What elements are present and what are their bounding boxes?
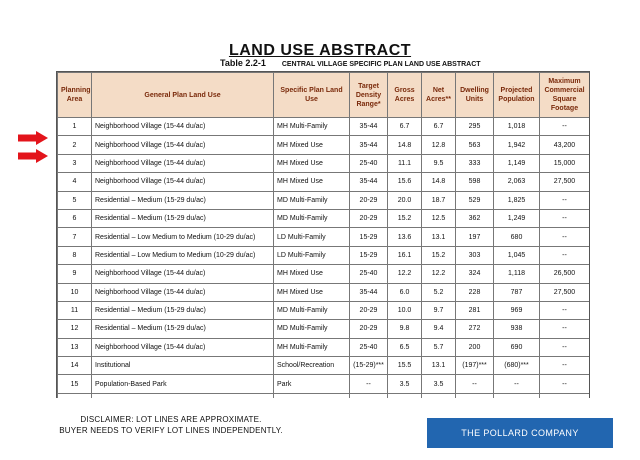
table-row	[58, 118, 590, 136]
table-cell	[58, 393, 92, 398]
table-header-row	[58, 73, 590, 118]
table-cell: MH Mixed Use	[274, 173, 350, 191]
table-cell: --	[494, 375, 540, 393]
column-header: Specific Plan Land Use	[274, 73, 350, 118]
table-cell: 27,500	[540, 283, 590, 301]
table-cell: 27,500	[540, 173, 590, 191]
table-cell: 25-40	[350, 338, 388, 356]
table-cell: 10	[58, 283, 92, 301]
table-cell: 11	[58, 301, 92, 319]
table-cell: 690	[494, 338, 540, 356]
table-cell: 9.7	[422, 301, 456, 319]
table-cell: 25-40	[350, 265, 388, 283]
table-cell: 12.2	[422, 265, 456, 283]
table-cell: Park	[274, 375, 350, 393]
column-header: General Plan Land Use	[92, 73, 274, 118]
column-header: Net Acres**	[422, 73, 456, 118]
table-cell: Neighborhood Village (15-44 du/ac)	[92, 338, 274, 356]
column-header: Maximum Commercial Square Footage	[540, 73, 590, 118]
table-cell: 12.2	[388, 265, 422, 283]
table-cell: --	[540, 209, 590, 227]
red-arrow-icon	[18, 149, 48, 163]
table-cell: (197)***	[456, 357, 494, 375]
table-cell: 35-44	[350, 118, 388, 136]
table-cell	[350, 393, 388, 398]
table-cell: 281	[456, 301, 494, 319]
table-cell: 272	[456, 320, 494, 338]
table-cell: --	[456, 375, 494, 393]
column-header: Planning Area	[58, 73, 92, 118]
table-caption	[220, 58, 481, 68]
table-cell: 14.8	[422, 173, 456, 191]
table-cell: 6.0	[388, 283, 422, 301]
table-cell: 9.5	[422, 154, 456, 172]
table-cell: 295	[456, 118, 494, 136]
table-cell: 1	[58, 118, 92, 136]
table-cell: 197	[456, 228, 494, 246]
table-cell: 228	[456, 283, 494, 301]
table-cell: 12	[58, 320, 92, 338]
table-cell: 1,118	[494, 265, 540, 283]
table-cell: LD Multi-Family	[274, 246, 350, 264]
table-cell: Residential – Medium (15-29 du/ac)	[92, 320, 274, 338]
table-cell: 15.6	[388, 173, 422, 191]
table-cell: MH Multi-Family	[274, 118, 350, 136]
table-cell: LD Multi-Family	[274, 228, 350, 246]
table-cell: 6.7	[388, 118, 422, 136]
table-cell: 14	[58, 357, 92, 375]
disclaimer-line: DISCLAIMER: LOT LINES ARE APPROXIMATE.	[80, 415, 262, 424]
table-cell: 362	[456, 209, 494, 227]
table-cell: 6.7	[422, 118, 456, 136]
table-cell: 15-29	[350, 246, 388, 264]
table-cell: Neighborhood Village (15-44 du/ac)	[92, 118, 274, 136]
table-cell: 598	[456, 173, 494, 191]
table-cell	[494, 393, 540, 398]
table-cell: 12.8	[422, 136, 456, 154]
table-cell: Neighborhood Village (15-44 du/ac)	[92, 265, 274, 283]
table-row	[58, 265, 590, 283]
table-row	[58, 173, 590, 191]
table-cell: 3	[58, 154, 92, 172]
table-cell: 26,500	[540, 265, 590, 283]
table-cell: 15,000	[540, 154, 590, 172]
table-cell: 5.2	[422, 283, 456, 301]
table-cell: --	[540, 357, 590, 375]
table-cell: 35-44	[350, 173, 388, 191]
table-cell	[456, 393, 494, 398]
table-cell: --	[540, 191, 590, 209]
table-cell: 5.7	[422, 338, 456, 356]
table-cell: 13	[58, 338, 92, 356]
table-cell: --	[540, 375, 590, 393]
table-cell: 35-44	[350, 283, 388, 301]
table-cell: 200	[456, 338, 494, 356]
table-cell: 9.8	[388, 320, 422, 338]
disclaimer	[40, 414, 302, 436]
table-number: Table 2.2-1	[220, 58, 266, 68]
table-cell: 13.1	[422, 228, 456, 246]
table-cell: Residential – Low Medium to Medium (10-29 du/ac)	[92, 246, 274, 264]
table-cell: 20-29	[350, 301, 388, 319]
column-header: Target Density Range*	[350, 73, 388, 118]
table-cell: 20-29	[350, 191, 388, 209]
table-cell: --	[540, 246, 590, 264]
table-cell: MD Multi-Family	[274, 301, 350, 319]
table-cell: --	[540, 320, 590, 338]
table-cell: 2	[58, 136, 92, 154]
table-cell: 9.4	[422, 320, 456, 338]
table-cell: (680)***	[494, 357, 540, 375]
table-cell: Institutional	[92, 357, 274, 375]
table-row	[58, 393, 590, 398]
table-row	[58, 209, 590, 227]
table-cell: Residential – Medium (15-29 du/ac)	[92, 191, 274, 209]
table-row	[58, 154, 590, 172]
table-cell: 15.2	[422, 246, 456, 264]
table-cell: 5	[58, 191, 92, 209]
table-cell: 4	[58, 173, 92, 191]
table-row	[58, 283, 590, 301]
table-cell: 20-29	[350, 320, 388, 338]
table-cell: 1,018	[494, 118, 540, 136]
table-cell: MH Multi-Family	[274, 338, 350, 356]
table-cell: 3.5	[422, 375, 456, 393]
table-cell: 303	[456, 246, 494, 264]
table-cell: 333	[456, 154, 494, 172]
table-cell: 10.0	[388, 301, 422, 319]
table-cell: 7	[58, 228, 92, 246]
table-cell: --	[350, 375, 388, 393]
page-title: LAND USE ABSTRACT	[228, 42, 412, 59]
land-use-table	[56, 71, 590, 398]
table-cell: MH Mixed Use	[274, 136, 350, 154]
table-cell	[92, 393, 274, 398]
table-cell: Residential – Medium (15-29 du/ac)	[92, 301, 274, 319]
table-cell: 13.1	[422, 357, 456, 375]
table-cell: 6	[58, 209, 92, 227]
table-cell: --	[540, 118, 590, 136]
table-row	[58, 338, 590, 356]
column-header: Dwelling Units	[456, 73, 494, 118]
table-cell: 20.0	[388, 191, 422, 209]
red-arrow-icon	[18, 131, 48, 145]
table-row	[58, 320, 590, 338]
table-cell: Residential – Low Medium to Medium (10-29 du/ac)	[92, 228, 274, 246]
table-row	[58, 301, 590, 319]
table-cell: Neighborhood Village (15-44 du/ac)	[92, 136, 274, 154]
table-cell: Neighborhood Village (15-44 du/ac)	[92, 283, 274, 301]
table-cell: 2,063	[494, 173, 540, 191]
table-cell: 15.5	[388, 357, 422, 375]
table-cell: 16.1	[388, 246, 422, 264]
table-cell: 14.8	[388, 136, 422, 154]
table-cell: 969	[494, 301, 540, 319]
table-row	[58, 228, 590, 246]
table-caption-text: CENTRAL VILLAGE SPECIFIC PLAN LAND USE ABSTRACT	[281, 61, 481, 68]
table-row	[58, 375, 590, 393]
table-cell: MH Mixed Use	[274, 265, 350, 283]
table-cell	[388, 393, 422, 398]
table-cell: 324	[456, 265, 494, 283]
table-cell	[540, 393, 590, 398]
table-cell: 6.5	[388, 338, 422, 356]
table-cell: 9	[58, 265, 92, 283]
table-row	[58, 357, 590, 375]
table-cell: School/Recreation	[274, 357, 350, 375]
table-cell: --	[540, 228, 590, 246]
table-cell: --	[540, 338, 590, 356]
table-cell: 787	[494, 283, 540, 301]
table-cell: 680	[494, 228, 540, 246]
table-cell: 15.2	[388, 209, 422, 227]
table-row	[58, 191, 590, 209]
table-cell: 8	[58, 246, 92, 264]
table-cell: 1,825	[494, 191, 540, 209]
table-row	[58, 246, 590, 264]
table-cell: 15-29	[350, 228, 388, 246]
table-cell: MD Multi-Family	[274, 320, 350, 338]
column-header: Gross Acres	[388, 73, 422, 118]
table-cell: 12.5	[422, 209, 456, 227]
table-cell: 938	[494, 320, 540, 338]
table-cell: 15	[58, 375, 92, 393]
table-cell: Population-Based Park	[92, 375, 274, 393]
table-cell: (15-29)***	[350, 357, 388, 375]
table-cell: 13.6	[388, 228, 422, 246]
table-cell: 1,249	[494, 209, 540, 227]
table-cell: 25-40	[350, 154, 388, 172]
table-cell: 11.1	[388, 154, 422, 172]
table-cell: 1,045	[494, 246, 540, 264]
table-cell: 3.5	[388, 375, 422, 393]
table-cell: MD Multi-Family	[274, 191, 350, 209]
company-banner: THE POLLARD COMPANY	[427, 418, 613, 448]
table-cell: MH Mixed Use	[274, 154, 350, 172]
table-cell: 1,149	[494, 154, 540, 172]
table-cell: MH Mixed Use	[274, 283, 350, 301]
table-cell	[422, 393, 456, 398]
table-cell: 563	[456, 136, 494, 154]
table-cell	[274, 393, 350, 398]
table-row	[58, 136, 590, 154]
table-cell: Neighborhood Village (15-44 du/ac)	[92, 173, 274, 191]
table-cell: 43,200	[540, 136, 590, 154]
table-cell: 18.7	[422, 191, 456, 209]
table-cell: 35-44	[350, 136, 388, 154]
table-cell: Neighborhood Village (15-44 du/ac)	[92, 154, 274, 172]
table-cell: 20-29	[350, 209, 388, 227]
column-header: Projected Population	[494, 73, 540, 118]
table-cell: 529	[456, 191, 494, 209]
table-cell: Residential – Medium (15-29 du/ac)	[92, 209, 274, 227]
table-cell: --	[540, 301, 590, 319]
table-cell: 1,942	[494, 136, 540, 154]
disclaimer-line: BUYER NEEDS TO VERIFY LOT LINES INDEPENDENTLY.	[59, 426, 283, 435]
table-cell: MD Multi-Family	[274, 209, 350, 227]
